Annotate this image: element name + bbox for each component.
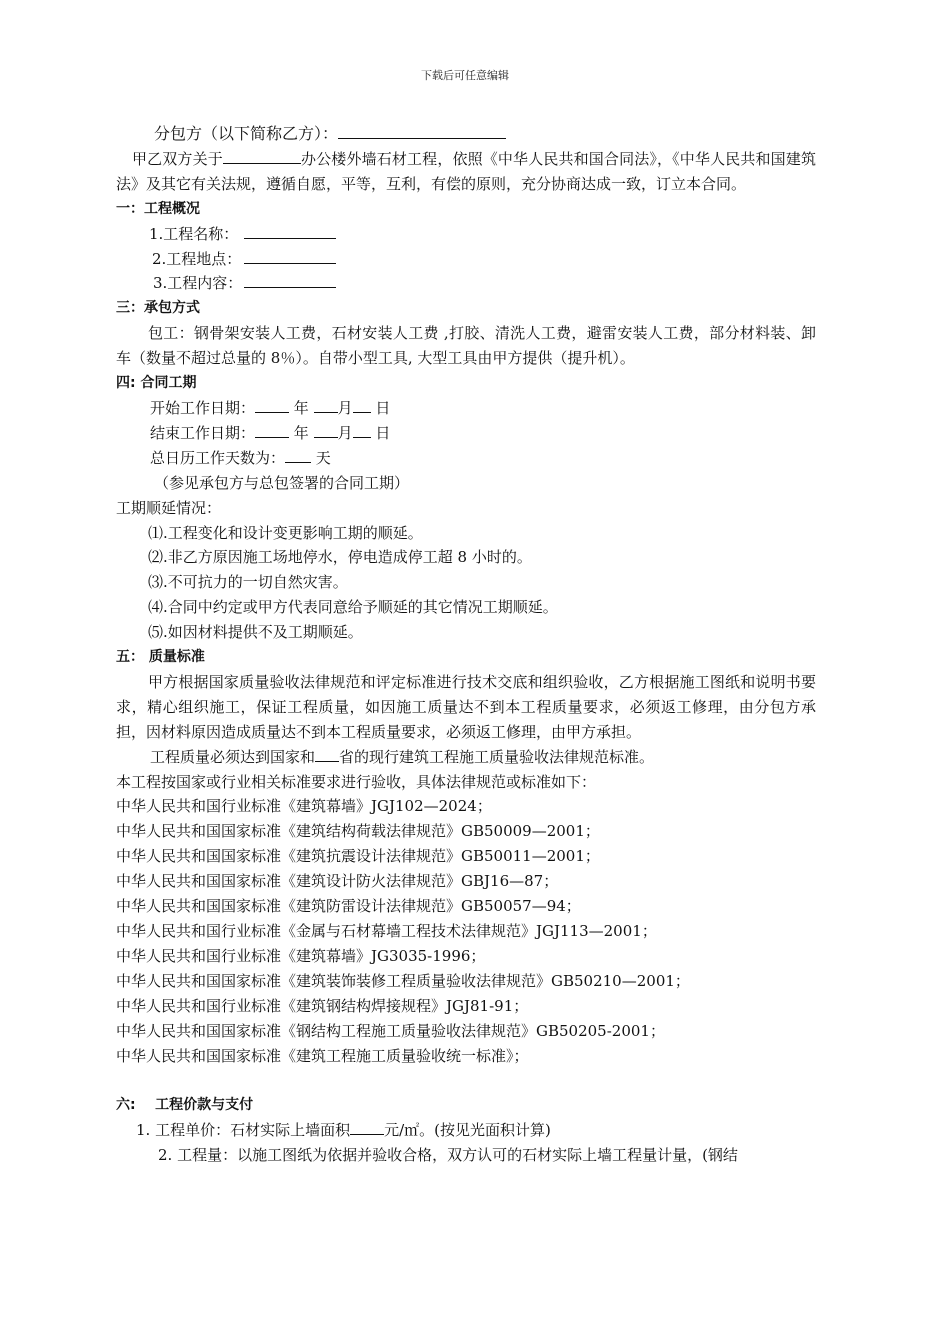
start-day-blank	[353, 411, 371, 413]
delay-item: ⑶.不可抗力的一切自然灾害。	[148, 573, 348, 592]
end-year-blank	[255, 436, 289, 438]
year-label: 年	[293, 398, 309, 417]
month-label: 月	[337, 423, 353, 442]
year-label: 年	[293, 423, 309, 442]
month-label: 月	[337, 398, 353, 417]
unit-price-line	[116, 1118, 816, 1143]
standard-item: 中华人民共和国国家标准《建筑结构荷载法律规范》GB50009—2001；	[116, 822, 600, 841]
project-content-line	[116, 271, 816, 296]
blank-line	[116, 1068, 816, 1093]
project-location-label: 2.工程地点：	[152, 249, 242, 268]
standard-item: 中华人民共和国行业标准《金属与石材幕墙工程技术法律规范》JGJ113—2001；	[116, 922, 657, 940]
delay-item: ⑵.非乙方原因施工场地停水，停电造成停工超 8 小时的。	[148, 548, 532, 567]
standard-item: 中华人民共和国国家标准《建筑设计防火法律规范》GBJ16—87；	[116, 872, 559, 891]
day-label: 日	[375, 423, 391, 442]
section-3-title: 三：承包方式	[116, 300, 200, 317]
delay-item: ⑴.工程变化和设计变更影响工期的顺延。	[148, 523, 423, 542]
party-b-blank	[338, 137, 506, 139]
party-b-label: 分包方（以下简称乙方）：	[154, 124, 339, 143]
intro-paragraph	[116, 147, 816, 197]
project-name-field	[244, 237, 336, 239]
start-date-label: 开始工作日期：	[150, 398, 256, 417]
quantity-line: 2. 工程量：以施工图纸为依据并验收合格，双方认可的石材实际上墙工程量计量，(钢结	[158, 1146, 738, 1165]
page-header-note: 下载后可任意编辑	[421, 69, 509, 82]
acceptance-intro: 本工程按国家或行业相关标准要求进行验收，具体法律规范或标准如下：	[116, 772, 597, 791]
section-5-title: 五： 质量标准	[116, 649, 205, 666]
unit-price-suffix: 元/㎡。(按见光面积计算)	[384, 1121, 551, 1140]
duration-note: （参见承包方与总包签署的合同工期）	[154, 473, 410, 492]
contract-method-paragraph: 包工：钢骨架安装人工费，石材安装人工费 ,打胶、清洗人工费，避雷安装人工费，部分材料装、卸车（数量不超过总量的 8％）。自带小型工具, 大型工具由甲方提供（提升机）。	[116, 324, 816, 368]
standard-item: 中华人民共和国国家标准《建筑抗震设计法律规范》GB50011—2001；	[116, 847, 600, 866]
delay-item: ⑷.合同中约定或甲方代表同意给予顺延的其它情况工期顺延。	[148, 598, 558, 617]
end-day-blank	[353, 436, 371, 438]
total-days-label: 总日历工作天数为：	[150, 448, 286, 467]
total-days-blank	[285, 461, 311, 463]
delay-title: 工期顺延情况：	[116, 498, 222, 517]
end-date-label: 结束工作日期：	[150, 423, 256, 442]
project-content-label: 3.工程内容：	[153, 274, 243, 293]
province-blank	[315, 760, 339, 762]
end-date-line	[116, 421, 816, 446]
day-label: 日	[375, 398, 391, 417]
intro-prefix: 甲乙双方关于	[132, 149, 223, 168]
section-4-title: 四: 合同工期	[116, 375, 197, 392]
standard-item: 中华人民共和国国家标准《建筑防雷设计法律规范》GB50057—94；	[116, 897, 581, 916]
intro-body: 办公楼外墙石材工程，依照《中华人民共和国合同法》，《中华人民共和国建筑法》及其它有关法规，遵循自愿，平等，互利，有偿的原则，充分协商达成一致，订立本合同。	[116, 149, 816, 193]
standard-item: 中华人民共和国行业标准《建筑幕墙》JGJ102—2024；	[116, 797, 492, 816]
end-month-blank	[314, 436, 338, 438]
project-content-field	[244, 286, 336, 288]
project-name-line	[116, 222, 816, 247]
quality-paragraph: 甲方根据国家质量验收法律规范和评定标准进行技术交底和组织验收，乙方根据施工图纸和说明书要求，精心组织施工，保证工程质量，如因施工质量达不到本工程质量要求，必须返工修理，由分包方承担，因材料原因造成质量达不到本工程质量要求，必须返工修理，由甲方承担。	[116, 672, 816, 741]
contract-document	[116, 122, 816, 1168]
section-1-title: 一：工程概况	[116, 200, 200, 217]
start-year-blank	[255, 411, 289, 413]
days-unit: 天	[315, 448, 331, 467]
section-6-title: 六: 工程价款与支付	[116, 1097, 254, 1114]
project-name-label: 1.工程名称：	[149, 224, 239, 243]
standard-item: 中华人民共和国国家标准《建筑装饰装修工程质量验收法律规范》GB50210—2001；	[116, 971, 690, 990]
standard-item: 中华人民共和国行业标准《建筑钢结构焊接规程》JGJ81-91；	[116, 996, 529, 1015]
party-b-line	[116, 122, 816, 147]
quality-standard-suffix: 省的现行建筑工程施工质量验收法律规范标准。	[339, 747, 655, 766]
start-date-line	[116, 396, 816, 421]
unit-price-prefix: 1. 工程单价：石材实际上墙面积	[136, 1121, 351, 1140]
start-month-blank	[314, 411, 338, 413]
project-location-line	[116, 247, 816, 272]
delay-item: ⑸.如因材料提供不及工期顺延。	[148, 623, 363, 642]
standard-item: 中华人民共和国国家标准《钢结构工程施工质量验收法律规范》GB50205-2001；	[116, 1021, 665, 1040]
project-name-blank	[223, 162, 301, 164]
standard-item: 中华人民共和国国家标准《建筑工程施工质量验收统一标准》；	[116, 1046, 529, 1065]
total-days-line	[116, 446, 816, 471]
unit-price-blank	[350, 1133, 384, 1135]
quality-standard-line	[116, 745, 816, 770]
quality-standard-prefix: 工程质量必须达到国家和	[150, 747, 316, 766]
standard-item: 中华人民共和国行业标准《建筑幕墙》JG3035-1996；	[116, 946, 486, 965]
project-location-field	[244, 262, 336, 264]
